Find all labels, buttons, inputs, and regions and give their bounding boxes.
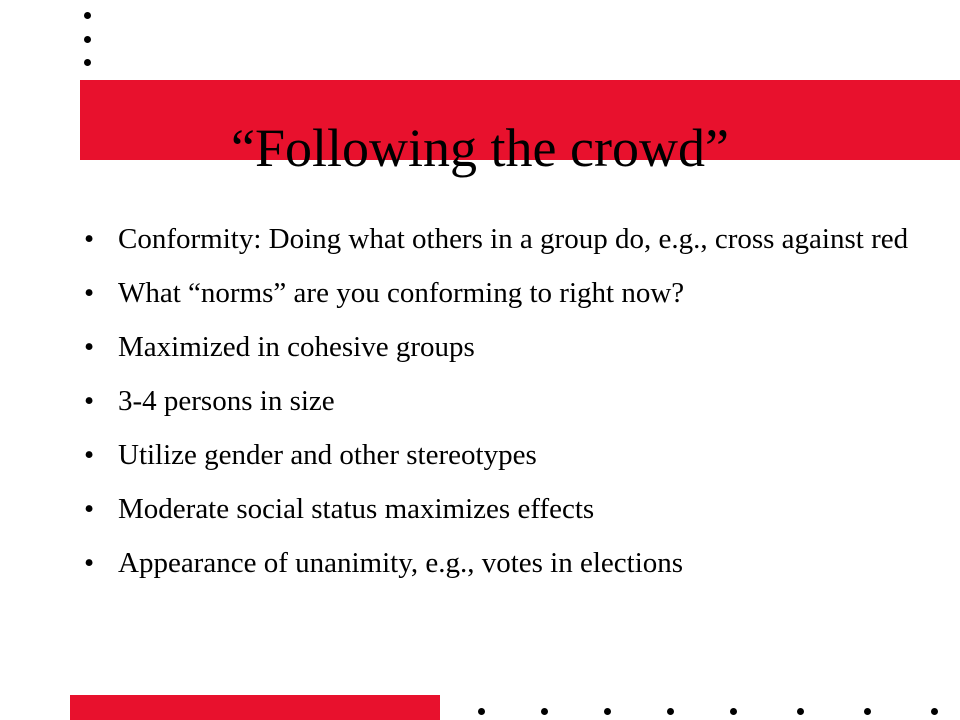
decorative-dot	[797, 708, 804, 715]
bullet-text: Moderate social status maximizes effects	[118, 493, 595, 525]
list-item	[84, 544, 944, 582]
decorative-dot	[541, 708, 548, 715]
list-item	[84, 436, 944, 474]
bullet-text: What “norms” are you conforming to right now?	[118, 277, 685, 309]
footer-accent-bar	[70, 695, 440, 720]
bullet-icon: •	[84, 223, 95, 255]
decorative-dot	[84, 59, 91, 66]
bullet-text: Appearance of unanimity, e.g., votes in elections	[118, 547, 684, 579]
list-item	[84, 382, 944, 420]
decorative-dot	[84, 12, 91, 19]
bullet-text: 3-4 persons in size	[118, 385, 335, 417]
decorative-dot	[667, 708, 674, 715]
list-item	[84, 220, 944, 258]
bullet-icon: •	[84, 385, 95, 417]
decorative-dot	[604, 708, 611, 715]
bullet-list	[84, 220, 944, 598]
list-item	[84, 328, 944, 366]
list-item	[84, 490, 944, 528]
bullet-icon: •	[84, 331, 95, 363]
bullet-icon: •	[84, 439, 95, 471]
slide-title: “Following the crowd”	[231, 118, 729, 178]
bullet-text: Conformity: Doing what others in a group do, e.g., cross against red	[118, 223, 909, 255]
bullet-icon: •	[84, 547, 95, 579]
decorative-dot	[84, 36, 91, 43]
decorative-dot	[478, 708, 485, 715]
bullet-icon: •	[84, 493, 95, 525]
list-item	[84, 274, 944, 312]
decorative-dot	[931, 708, 938, 715]
bullet-icon: •	[84, 277, 95, 309]
decorative-dot	[730, 708, 737, 715]
bullet-text: Maximized in cohesive groups	[118, 331, 475, 363]
decorative-dot	[864, 708, 871, 715]
bullet-text: Utilize gender and other stereotypes	[118, 439, 537, 471]
